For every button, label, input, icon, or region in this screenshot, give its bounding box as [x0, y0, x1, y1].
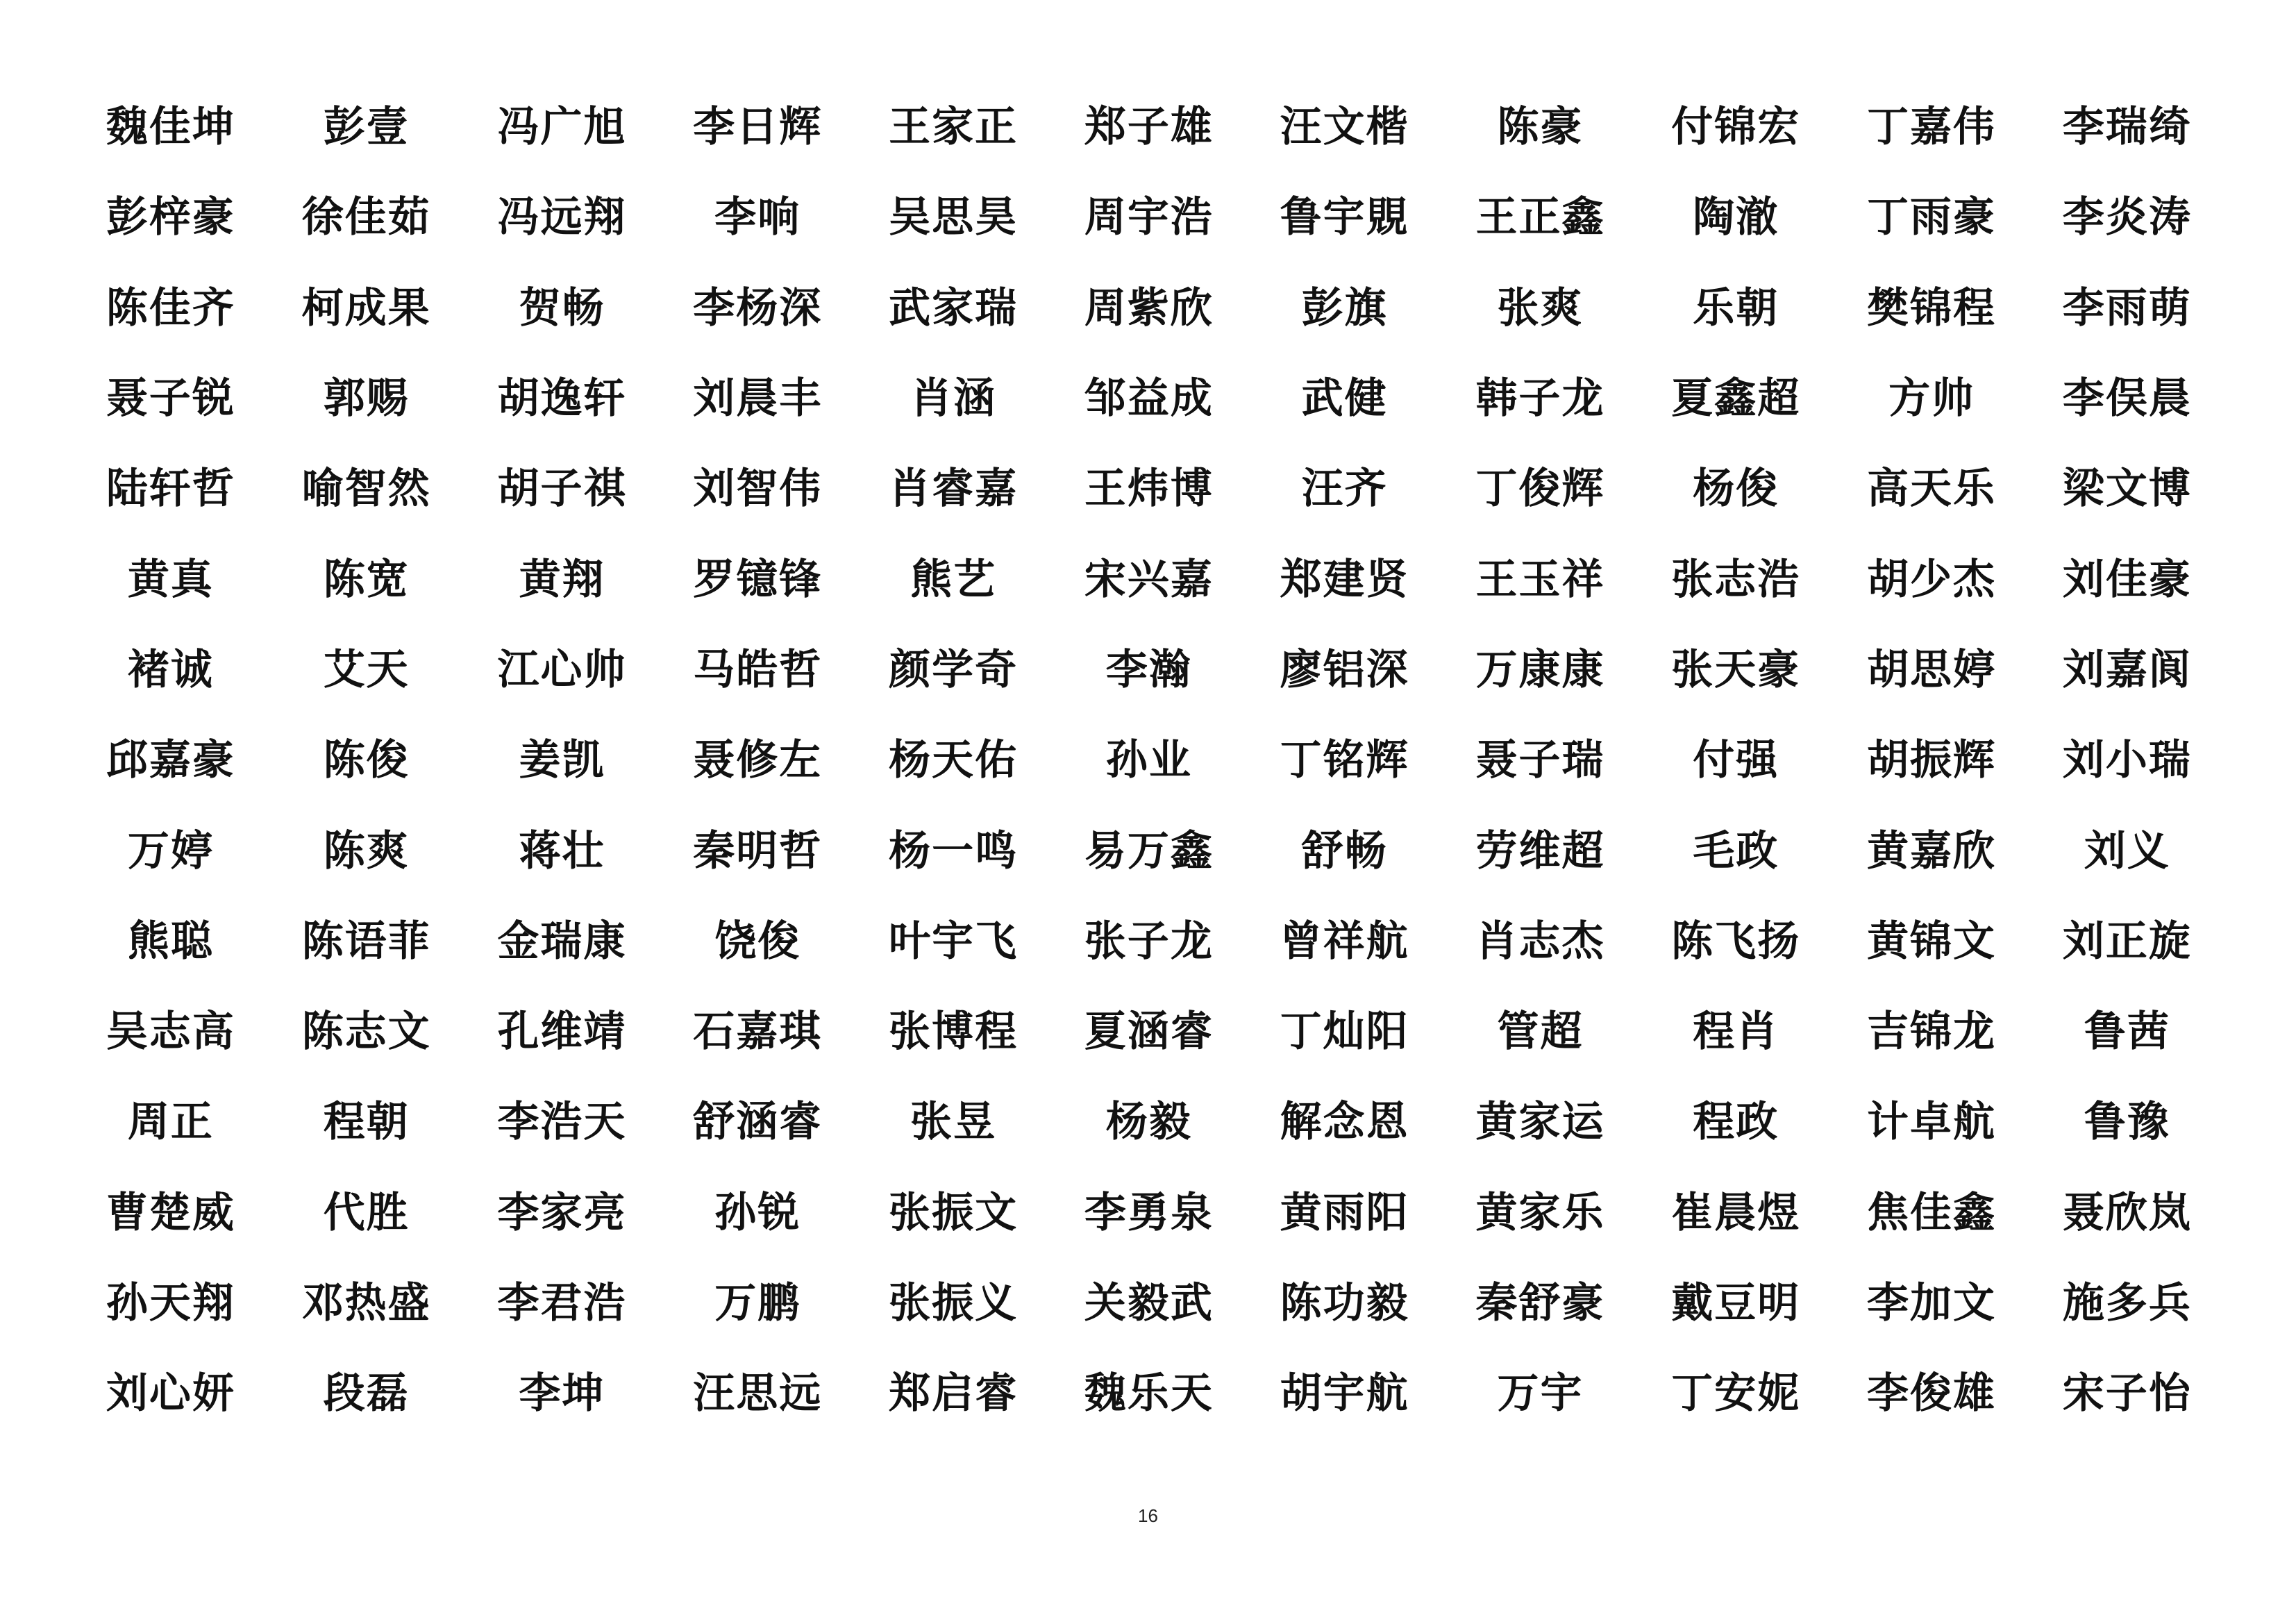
- name-cell: 邓热盛: [301, 1279, 431, 1328]
- name-cell: 黄家运: [1475, 1098, 1605, 1147]
- name-cell: 乐朝: [1693, 283, 1779, 333]
- name-cell: 魏佳坤: [106, 103, 235, 152]
- name-cell: 张振义: [889, 1279, 1019, 1328]
- name-cell: 贺畅: [519, 283, 605, 333]
- name-cell: 石嘉琪: [693, 1007, 823, 1057]
- name-cell: 解念恩: [1280, 1098, 1409, 1147]
- name-cell: 舒涵睿: [693, 1098, 823, 1147]
- name-cell: 王玉祥: [1475, 555, 1605, 604]
- name-cell: 刘嘉阆: [2062, 645, 2192, 694]
- name-cell: 高天乐: [1867, 464, 1997, 514]
- name-cell: 胡振辉: [1867, 736, 1997, 785]
- name-cell: 万婷: [127, 826, 214, 876]
- name-cell: 程肖: [1693, 1007, 1779, 1057]
- name-cell: 颜学奇: [889, 645, 1019, 694]
- name-cell: 马皓哲: [693, 645, 823, 694]
- name-cell: 秦明哲: [693, 826, 823, 876]
- name-cell: 郑建贤: [1280, 555, 1409, 604]
- name-cell: 舒畅: [1301, 826, 1388, 876]
- name-cell: 陈俊: [323, 736, 410, 785]
- name-cell: 李雨萌: [2062, 283, 2192, 333]
- name-cell: 刘晨丰: [693, 374, 823, 424]
- name-cell: 陈飞扬: [1671, 916, 1801, 966]
- name-cell: 杨天佑: [889, 736, 1019, 785]
- name-cell: 陈宽: [323, 555, 410, 604]
- name-cell: 吴思昊: [889, 193, 1019, 242]
- name-cell: 李炎涛: [2062, 193, 2192, 242]
- name-cell: 郑子雄: [1084, 103, 1214, 152]
- name-cell: 樊锦程: [1867, 283, 1997, 333]
- name-cell: 李瀚: [1105, 645, 1192, 694]
- name-cell: 聂子锐: [106, 374, 235, 424]
- name-cell: 陈豪: [1497, 103, 1584, 152]
- name-cell: 黄雨阳: [1280, 1188, 1409, 1237]
- name-cell: 李坤: [519, 1369, 605, 1418]
- name-list-grid: [73, 82, 2225, 1439]
- name-cell: 焦佳鑫: [1867, 1188, 1997, 1237]
- name-cell: 曾祥航: [1280, 916, 1409, 966]
- name-cell: 丁雨豪: [1867, 193, 1997, 242]
- name-cell: 宋兴嘉: [1084, 555, 1214, 604]
- name-cell: 毛政: [1693, 826, 1779, 876]
- name-cell: 肖志杰: [1475, 916, 1605, 966]
- name-cell: 段磊: [323, 1369, 410, 1418]
- name-cell: 梁文博: [2062, 464, 2192, 514]
- name-cell: 徐佳茹: [301, 193, 431, 242]
- name-cell: 张昱: [910, 1098, 997, 1147]
- name-cell: 王正鑫: [1475, 193, 1605, 242]
- name-cell: 李俊雄: [1867, 1369, 1997, 1418]
- name-cell: 崔晨煜: [1671, 1188, 1801, 1237]
- name-cell: 张天豪: [1671, 645, 1801, 694]
- name-cell: 易万鑫: [1084, 826, 1214, 876]
- name-cell: 邱嘉豪: [106, 736, 235, 785]
- name-cell: 熊艺: [910, 555, 997, 604]
- name-cell: 李日辉: [693, 103, 823, 152]
- name-cell: 戴豆明: [1671, 1279, 1801, 1328]
- name-cell: 柯成果: [301, 283, 431, 333]
- name-cell: 孔维靖: [497, 1007, 627, 1057]
- name-cell: 汪齐: [1301, 464, 1388, 514]
- name-cell: 夏鑫超: [1671, 374, 1801, 424]
- name-cell: 彭旗: [1301, 283, 1388, 333]
- name-cell: 胡子祺: [497, 464, 627, 514]
- name-cell: 武家瑞: [889, 283, 1019, 333]
- page-number: 16: [1138, 1505, 1158, 1526]
- name-cell: 刘正旋: [2062, 916, 2192, 966]
- name-cell: 刘小瑞: [2062, 736, 2192, 785]
- name-cell: 彭壹: [323, 103, 410, 152]
- name-cell: 胡宇航: [1280, 1369, 1409, 1418]
- name-cell: 吴志高: [106, 1007, 235, 1057]
- name-cell: 丁铭辉: [1280, 736, 1409, 785]
- name-cell: 方帅: [1888, 374, 1975, 424]
- name-cell: 胡少杰: [1867, 555, 1997, 604]
- name-cell: 陆轩哲: [106, 464, 235, 514]
- name-cell: 秦舒豪: [1475, 1279, 1605, 1328]
- name-cell: 周正: [127, 1098, 214, 1147]
- name-cell: 黄嘉欣: [1867, 826, 1997, 876]
- name-cell: 管超: [1497, 1007, 1584, 1057]
- name-cell: 江心帅: [497, 645, 627, 694]
- name-cell: 韩子龙: [1475, 374, 1605, 424]
- name-cell: 邹益成: [1084, 374, 1214, 424]
- name-cell: 周宇浩: [1084, 193, 1214, 242]
- name-cell: 杨毅: [1105, 1098, 1192, 1147]
- name-cell: 王家正: [889, 103, 1019, 152]
- name-cell: 陈佳齐: [106, 283, 235, 333]
- name-cell: 黄家乐: [1475, 1188, 1605, 1237]
- name-cell: 饶俊: [714, 916, 801, 966]
- name-cell: 万宇: [1497, 1369, 1584, 1418]
- name-cell: 李勇泉: [1084, 1188, 1214, 1237]
- name-cell: 陈志文: [301, 1007, 431, 1057]
- name-cell: 李杨深: [693, 283, 823, 333]
- name-cell: 张博程: [889, 1007, 1019, 1057]
- name-cell: 程朝: [323, 1098, 410, 1147]
- name-cell: 肖睿嘉: [889, 464, 1019, 514]
- name-cell: 张爽: [1497, 283, 1584, 333]
- name-cell: 李浩天: [497, 1098, 627, 1147]
- name-cell: 代胜: [323, 1188, 410, 1237]
- name-cell: 夏涵睿: [1084, 1007, 1214, 1057]
- name-cell: 曹楚威: [106, 1188, 235, 1237]
- name-cell: 郑启睿: [889, 1369, 1019, 1418]
- name-cell: 关毅武: [1084, 1279, 1214, 1328]
- name-cell: 鲁宇覞: [1280, 193, 1409, 242]
- name-cell: 廖铝深: [1280, 645, 1409, 694]
- name-cell: 黄翔: [519, 555, 605, 604]
- name-cell: 劳维超: [1475, 826, 1605, 876]
- name-cell: 金瑞康: [497, 916, 627, 966]
- name-cell: 彭梓豪: [106, 193, 235, 242]
- name-cell: 付锦宏: [1671, 103, 1801, 152]
- name-cell: 陈爽: [323, 826, 410, 876]
- name-cell: 蒋壮: [519, 826, 605, 876]
- name-cell: 陶澈: [1693, 193, 1779, 242]
- name-cell: 胡思婷: [1867, 645, 1997, 694]
- name-cell: 艾天: [323, 645, 410, 694]
- name-cell: 姜凯: [519, 736, 605, 785]
- name-cell: 程政: [1693, 1098, 1779, 1147]
- name-cell: 鲁茜: [2084, 1007, 2170, 1057]
- name-cell: 刘佳豪: [2062, 555, 2192, 604]
- name-cell: 施多兵: [2062, 1279, 2192, 1328]
- name-cell: 汪思远: [693, 1369, 823, 1418]
- name-cell: 李君浩: [497, 1279, 627, 1328]
- name-cell: 冯远翔: [497, 193, 627, 242]
- name-cell: 丁俊辉: [1475, 464, 1605, 514]
- name-cell: 李瑞绮: [2062, 103, 2192, 152]
- name-cell: 杨一鸣: [889, 826, 1019, 876]
- name-cell: 王炜博: [1084, 464, 1214, 514]
- name-cell: 万鹏: [714, 1279, 801, 1328]
- name-cell: 鲁豫: [2084, 1098, 2170, 1147]
- name-cell: 孙天翔: [106, 1279, 235, 1328]
- name-cell: 刘义: [2084, 826, 2170, 876]
- name-cell: 李家亮: [497, 1188, 627, 1237]
- name-cell: 黄锦文: [1867, 916, 1997, 966]
- name-cell: 陈语菲: [301, 916, 431, 966]
- name-cell: 武健: [1301, 374, 1388, 424]
- name-cell: 丁灿阳: [1280, 1007, 1409, 1057]
- name-cell: 汪文楷: [1280, 103, 1409, 152]
- name-cell: 罗镱锋: [693, 555, 823, 604]
- name-cell: 胡逸轩: [497, 374, 627, 424]
- name-cell: 吉锦龙: [1867, 1007, 1997, 1057]
- name-cell: 张志浩: [1671, 555, 1801, 604]
- name-cell: 计卓航: [1867, 1098, 1997, 1147]
- name-cell: 李俣晨: [2062, 374, 2192, 424]
- name-cell: 叶宇飞: [889, 916, 1019, 966]
- name-cell: 黄真: [127, 555, 214, 604]
- name-cell: 周紫欣: [1084, 283, 1214, 333]
- name-cell: 丁嘉伟: [1867, 103, 1997, 152]
- name-cell: 聂修左: [693, 736, 823, 785]
- name-cell: 张子龙: [1084, 916, 1214, 966]
- name-cell: 丁安妮: [1671, 1369, 1801, 1418]
- name-cell: 喻智然: [301, 464, 431, 514]
- name-cell: 杨俊: [1693, 464, 1779, 514]
- name-cell: 张振文: [889, 1188, 1019, 1237]
- name-cell: 魏乐天: [1084, 1369, 1214, 1418]
- name-cell: 刘心妍: [106, 1369, 235, 1418]
- name-cell: 刘智伟: [693, 464, 823, 514]
- name-cell: 宋子怡: [2062, 1369, 2192, 1418]
- name-cell: 孙锐: [714, 1188, 801, 1237]
- name-cell: 聂欣岚: [2062, 1188, 2192, 1237]
- name-cell: 熊聪: [127, 916, 214, 966]
- name-cell: 付强: [1693, 736, 1779, 785]
- name-cell: 郭赐: [323, 374, 410, 424]
- name-cell: 李加文: [1867, 1279, 1997, 1328]
- name-cell: 冯广旭: [497, 103, 627, 152]
- name-cell: 陈功毅: [1280, 1279, 1409, 1328]
- name-cell: 孙业: [1105, 736, 1192, 785]
- name-cell: 万康康: [1475, 645, 1605, 694]
- name-cell: 褚诚: [127, 645, 214, 694]
- name-cell: 肖涵: [910, 374, 997, 424]
- name-cell: 聂子瑞: [1475, 736, 1605, 785]
- name-cell: 李响: [714, 193, 801, 242]
